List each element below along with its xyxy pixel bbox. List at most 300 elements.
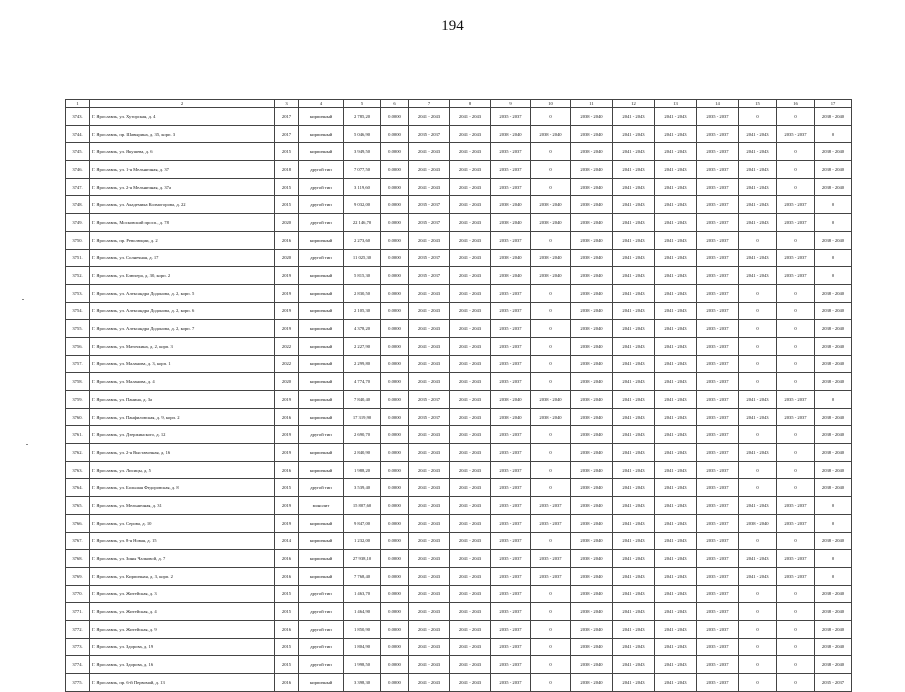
table-row — [66, 620, 852, 638]
table-cell: 0 — [531, 532, 571, 550]
address-cell: Г. Ярославль, ул. Здорова, д. 19 — [90, 638, 275, 656]
table-cell: 0 — [777, 143, 815, 161]
table-cell: 0 — [531, 231, 571, 249]
table-cell: 0 — [777, 178, 815, 196]
table-cell: 2 785,20 — [344, 108, 381, 126]
table-row — [66, 656, 852, 674]
table-cell: 2041 - 2043 — [655, 603, 697, 621]
table-cell: 2038 - 2040 — [571, 603, 613, 621]
table-cell: 2038 - 2040 — [571, 391, 613, 409]
table-cell: 2041 - 2043 — [655, 108, 697, 126]
table-cell: 2035 - 2037 — [491, 444, 531, 462]
table-cell: 2041 - 2043 — [450, 585, 491, 603]
table-cell: 2035 - 2037 — [697, 567, 739, 585]
table-cell: 2035 - 2037 — [409, 196, 450, 214]
table-cell: монолит — [299, 497, 344, 515]
table-cell: 2041 - 2043 — [613, 585, 655, 603]
table-cell: 2041 - 2043 — [409, 497, 450, 515]
table-cell: 2041 - 2043 — [613, 143, 655, 161]
table-cell: 2038 - 2040 — [571, 408, 613, 426]
table-cell: 0 — [777, 674, 815, 692]
table-cell: 1 998,50 — [344, 656, 381, 674]
table-cell: 0 — [777, 444, 815, 462]
table-cell: 2035 - 2037 — [491, 426, 531, 444]
table-cell: 2041 - 2043 — [613, 603, 655, 621]
table-cell: 15 807,60 — [344, 497, 381, 515]
row-number-cell: 3761. — [66, 426, 90, 444]
table-cell: 0 — [777, 585, 815, 603]
column-header-10: 10 — [531, 100, 571, 108]
table-cell: 2019 — [275, 444, 299, 462]
schedule-table — [65, 99, 852, 692]
row-number-cell: 3752. — [66, 267, 90, 285]
table-cell: 2041 - 2043 — [450, 231, 491, 249]
table-cell: 9 032,00 — [344, 196, 381, 214]
table-cell: 2035 - 2037 — [697, 249, 739, 267]
table-cell: 2035 - 2037 — [697, 585, 739, 603]
table-cell: 2041 - 2043 — [450, 461, 491, 479]
address-cell: Г. Ярославль, ул. Зины Чалковой, д. 7 — [90, 550, 275, 568]
table-cell: 2041 - 2043 — [450, 567, 491, 585]
table-cell: 2041 - 2043 — [450, 108, 491, 126]
table-cell: 2041 - 2043 — [409, 373, 450, 391]
table-cell: 2041 - 2043 — [613, 214, 655, 232]
table-cell: 2041 - 2043 — [613, 373, 655, 391]
row-number-cell: 3745. — [66, 143, 90, 161]
address-cell: Г. Ярославль, ул. Маточкина, д. 2, корп. 3 — [90, 337, 275, 355]
table-cell: 2 273,60 — [344, 231, 381, 249]
table-cell: 2035 - 2037 — [697, 461, 739, 479]
table-cell: другой тип — [299, 656, 344, 674]
table-cell: 2041 - 2043 — [409, 231, 450, 249]
table-cell: 0 — [531, 161, 571, 179]
table-cell: 2038 - 2040 — [571, 479, 613, 497]
table-cell: 2035 - 2037 — [697, 125, 739, 143]
table-cell: 2035 - 2037 — [697, 444, 739, 462]
address-cell: Г. Ярославль, ул. Житейская, д. 4 — [90, 603, 275, 621]
table-cell: 2041 - 2043 — [409, 108, 450, 126]
table-cell: 0 — [739, 674, 777, 692]
table-cell: 2041 - 2043 — [450, 161, 491, 179]
table-cell: 2016 — [275, 550, 299, 568]
table-cell: 2041 - 2043 — [613, 249, 655, 267]
table-cell: 2041 - 2043 — [613, 302, 655, 320]
table-cell: 2035 - 2037 — [491, 337, 531, 355]
table-cell: 2041 - 2043 — [409, 550, 450, 568]
table-cell: 2041 - 2043 — [409, 355, 450, 373]
table-cell: 0 — [739, 373, 777, 391]
table-cell: 2035 - 2037 — [409, 125, 450, 143]
table-cell: 0 — [531, 444, 571, 462]
table-cell: 2035 - 2037 — [697, 638, 739, 656]
table-cell: 2038 - 2040 — [815, 143, 852, 161]
table-cell: 2035 - 2037 — [697, 514, 739, 532]
row-number-cell: 3747. — [66, 178, 90, 196]
row-number-cell: 3767. — [66, 532, 90, 550]
table-cell: 3 539,40 — [344, 479, 381, 497]
table-cell: 2035 - 2037 — [697, 284, 739, 302]
address-cell: Г. Ярославль, ул. Солнечная, д. 17 — [90, 249, 275, 267]
table-cell: 5 815,30 — [344, 267, 381, 285]
table-cell: 2041 - 2043 — [739, 550, 777, 568]
table-cell: 2035 - 2037 — [777, 391, 815, 409]
table-cell: 0 — [815, 497, 852, 515]
table-cell: 2015 — [275, 603, 299, 621]
table-cell: 2038 - 2040 — [491, 214, 531, 232]
table-cell: 2041 - 2043 — [655, 249, 697, 267]
row-number-cell: 3766. — [66, 514, 90, 532]
table-cell: 0.0000 — [381, 231, 409, 249]
table-cell: 2041 - 2043 — [450, 656, 491, 674]
row-number-cell: 3750. — [66, 231, 90, 249]
table-cell: 2035 - 2037 — [491, 532, 531, 550]
table-cell: 2038 - 2040 — [571, 497, 613, 515]
table-cell: 2035 - 2037 — [697, 143, 739, 161]
table-cell: 2015 — [275, 479, 299, 497]
table-cell: 2041 - 2043 — [450, 143, 491, 161]
row-number-cell: 3769. — [66, 567, 90, 585]
table-cell: 0.0000 — [381, 373, 409, 391]
table-cell: 2038 - 2040 — [571, 550, 613, 568]
table-cell: 2038 - 2040 — [531, 267, 571, 285]
table-cell: 0 — [815, 249, 852, 267]
table-cell: 2035 - 2037 — [777, 196, 815, 214]
row-number-cell: 3773. — [66, 638, 90, 656]
column-header-9: 9 — [491, 100, 531, 108]
table-cell: 3 119,60 — [344, 178, 381, 196]
table-cell: 4 378,20 — [344, 320, 381, 338]
table-cell: 2038 - 2040 — [815, 408, 852, 426]
table-cell: 2041 - 2043 — [655, 143, 697, 161]
table-cell: 2035 - 2037 — [491, 514, 531, 532]
table-cell: 1 464,90 — [344, 603, 381, 621]
table-cell: 0 — [777, 320, 815, 338]
table-cell: 2015 — [275, 638, 299, 656]
table-cell: 2041 - 2043 — [450, 320, 491, 338]
table-cell: 2035 - 2037 — [491, 674, 531, 692]
table-cell: 2041 - 2043 — [450, 284, 491, 302]
table-cell: 2035 - 2037 — [491, 302, 531, 320]
table-cell: 2035 - 2037 — [777, 567, 815, 585]
table-cell: 0 — [739, 337, 777, 355]
table-cell: кирпичный — [299, 373, 344, 391]
table-cell: 2035 - 2037 — [777, 249, 815, 267]
column-header-12: 12 — [613, 100, 655, 108]
address-cell: Г. Ярославль, ул. Лисицы, д. 5 — [90, 461, 275, 479]
table-cell: 2041 - 2043 — [613, 674, 655, 692]
table-cell: 2041 - 2043 — [450, 355, 491, 373]
table-cell: 2041 - 2043 — [409, 178, 450, 196]
table-cell: 2041 - 2043 — [613, 161, 655, 179]
table-cell: 2035 - 2037 — [697, 391, 739, 409]
table-cell: кирпичный — [299, 391, 344, 409]
table-cell: 2035 - 2037 — [697, 337, 739, 355]
table-cell: 2038 - 2040 — [815, 444, 852, 462]
table-cell: 0 — [531, 355, 571, 373]
row-number-cell: 3764. — [66, 479, 90, 497]
table-cell: 0 — [739, 108, 777, 126]
margin-mark — [26, 444, 28, 445]
table-cell: 0 — [531, 373, 571, 391]
table-cell: 0 — [777, 620, 815, 638]
table-cell: кирпичный — [299, 302, 344, 320]
table-row — [66, 231, 852, 249]
table-cell: 2038 - 2040 — [815, 231, 852, 249]
table-cell: 2041 - 2043 — [613, 532, 655, 550]
table-cell: 2041 - 2043 — [655, 550, 697, 568]
table-cell: 2038 - 2040 — [531, 214, 571, 232]
table-cell: 2035 - 2037 — [409, 391, 450, 409]
table-cell: 2035 - 2037 — [409, 249, 450, 267]
table-cell: 2041 - 2043 — [739, 391, 777, 409]
table-cell: 2041 - 2043 — [655, 585, 697, 603]
table-cell: 2035 - 2037 — [531, 550, 571, 568]
table-cell: 0.0000 — [381, 408, 409, 426]
column-header-2: 2 — [90, 100, 275, 108]
table-cell: 2038 - 2040 — [815, 355, 852, 373]
table-cell: 2035 - 2037 — [697, 426, 739, 444]
address-cell: Г. Ярославль, пр. Шавырина, д. 35, корп. 3 — [90, 125, 275, 143]
table-cell: 2041 - 2043 — [613, 267, 655, 285]
table-cell: 2014 — [275, 532, 299, 550]
table-cell: 0.0000 — [381, 426, 409, 444]
table-cell: 2035 - 2037 — [777, 550, 815, 568]
table-cell: 2038 - 2040 — [571, 125, 613, 143]
table-cell: кирпичный — [299, 337, 344, 355]
table-cell: 0 — [531, 638, 571, 656]
table-cell: 2041 - 2043 — [450, 196, 491, 214]
table-cell: другой тип — [299, 479, 344, 497]
table-cell: 2038 - 2040 — [571, 355, 613, 373]
table-cell: 2035 - 2037 — [491, 656, 531, 674]
table-cell: 2016 — [275, 231, 299, 249]
table-cell: 2041 - 2043 — [655, 532, 697, 550]
table-cell: 2041 - 2043 — [450, 125, 491, 143]
table-cell: 0 — [777, 284, 815, 302]
table-cell: 0 — [531, 603, 571, 621]
table-row — [66, 302, 852, 320]
table-cell: 2038 - 2040 — [815, 638, 852, 656]
table-cell: 2041 - 2043 — [409, 302, 450, 320]
table-row — [66, 284, 852, 302]
margin-mark — [22, 299, 24, 300]
column-header-16: 16 — [777, 100, 815, 108]
table-cell: 2035 - 2037 — [815, 674, 852, 692]
table-cell: 27 938,10 — [344, 550, 381, 568]
table-cell: 2035 - 2037 — [697, 620, 739, 638]
table-cell: 2041 - 2043 — [409, 284, 450, 302]
table-cell: 2035 - 2037 — [777, 267, 815, 285]
table-cell: 2015 — [275, 585, 299, 603]
table-cell: 2022 — [275, 355, 299, 373]
table-cell: 2041 - 2043 — [409, 674, 450, 692]
table-cell: 2019 — [275, 284, 299, 302]
table-cell: 0 — [531, 108, 571, 126]
table-row — [66, 638, 852, 656]
table-cell: 2038 - 2040 — [491, 125, 531, 143]
table-cell: 2038 - 2040 — [531, 196, 571, 214]
table-cell: 2038 - 2040 — [531, 391, 571, 409]
table-row — [66, 444, 852, 462]
table-cell: 2038 - 2040 — [815, 284, 852, 302]
table-cell: 2041 - 2043 — [613, 497, 655, 515]
table-cell: 1 850,90 — [344, 620, 381, 638]
table-cell: 2015 — [275, 143, 299, 161]
table-cell: 0 — [815, 214, 852, 232]
row-number-cell: 3746. — [66, 161, 90, 179]
table-cell: 2019 — [275, 426, 299, 444]
column-header-11: 11 — [571, 100, 613, 108]
table-cell: 0.0000 — [381, 108, 409, 126]
table-cell: 2038 - 2040 — [571, 214, 613, 232]
table-cell: 0.0000 — [381, 391, 409, 409]
table-cell: 0.0000 — [381, 320, 409, 338]
table-cell: 0 — [777, 355, 815, 373]
table-cell: 22 146,70 — [344, 214, 381, 232]
table-cell: 2038 - 2040 — [571, 231, 613, 249]
table-cell: 0 — [815, 267, 852, 285]
table-cell: 2035 - 2037 — [409, 267, 450, 285]
table-row — [66, 603, 852, 621]
address-cell: Г. Ярославль, ул. Здорова, д. 16 — [90, 656, 275, 674]
table-cell: 2041 - 2043 — [613, 391, 655, 409]
table-cell: 2041 - 2043 — [613, 125, 655, 143]
table-row — [66, 320, 852, 338]
table-cell: 2038 - 2040 — [531, 408, 571, 426]
table-cell: 0 — [777, 302, 815, 320]
address-cell: Г. Ярославль, ул. 2-я Выставочная, д. 16 — [90, 444, 275, 462]
table-cell: 2038 - 2040 — [571, 567, 613, 585]
table-cell: 0 — [815, 125, 852, 143]
table-cell: 2041 - 2043 — [450, 373, 491, 391]
table-row — [66, 585, 852, 603]
table-row — [66, 532, 852, 550]
address-cell: Г. Ярославль, ул. Маланова, д. 4 — [90, 373, 275, 391]
table-cell: 0 — [531, 426, 571, 444]
table-cell: 2016 — [275, 620, 299, 638]
table-cell: 2041 - 2043 — [655, 161, 697, 179]
address-cell: Г. Ярославль, ул. Академика Колмогорова, д. 22 — [90, 196, 275, 214]
table-cell: 2041 - 2043 — [409, 461, 450, 479]
table-cell: кирпичный — [299, 550, 344, 568]
table-cell: другой тип — [299, 620, 344, 638]
table-cell: 2038 - 2040 — [571, 196, 613, 214]
table-cell: 2041 - 2043 — [655, 461, 697, 479]
table-cell: 2035 - 2037 — [491, 479, 531, 497]
table-cell: 7 768,40 — [344, 567, 381, 585]
table-cell: кирпичный — [299, 444, 344, 462]
table-cell: 2041 - 2043 — [739, 567, 777, 585]
schedule-table-container — [65, 99, 851, 692]
table-cell: 2038 - 2040 — [739, 514, 777, 532]
table-row — [66, 249, 852, 267]
table-cell: 0 — [815, 567, 852, 585]
table-cell: 2041 - 2043 — [450, 444, 491, 462]
table-cell: 0 — [815, 550, 852, 568]
table-cell: 0.0000 — [381, 302, 409, 320]
table-cell: 2035 - 2037 — [697, 161, 739, 179]
table-cell: 2041 - 2043 — [739, 125, 777, 143]
table-cell: 2041 - 2043 — [655, 638, 697, 656]
column-header-4: 4 — [299, 100, 344, 108]
table-cell: кирпичный — [299, 355, 344, 373]
table-cell: 2041 - 2043 — [613, 320, 655, 338]
table-cell: кирпичный — [299, 461, 344, 479]
table-cell: 2041 - 2043 — [409, 603, 450, 621]
table-cell: 0.0000 — [381, 444, 409, 462]
table-cell: 2041 - 2043 — [450, 674, 491, 692]
table-cell: 2022 — [275, 337, 299, 355]
table-cell: 2038 - 2040 — [815, 108, 852, 126]
column-header-6: 6 — [381, 100, 409, 108]
table-cell: 0.0000 — [381, 567, 409, 585]
table-cell: кирпичный — [299, 532, 344, 550]
table-cell: 2041 - 2043 — [655, 355, 697, 373]
table-cell: 2041 - 2043 — [655, 284, 697, 302]
table-cell: 2041 - 2043 — [739, 408, 777, 426]
table-cell: 0 — [531, 585, 571, 603]
table-cell: 0 — [739, 284, 777, 302]
row-number-cell: 3756. — [66, 337, 90, 355]
table-cell: 2038 - 2040 — [571, 638, 613, 656]
table-cell: 2041 - 2043 — [613, 108, 655, 126]
table-cell: 2041 - 2043 — [450, 532, 491, 550]
table-cell: 0.0000 — [381, 284, 409, 302]
table-cell: 0 — [739, 585, 777, 603]
table-cell: 0 — [815, 391, 852, 409]
column-header-3: 3 — [275, 100, 299, 108]
table-cell: 2 105,30 — [344, 302, 381, 320]
table-cell: 0.0000 — [381, 620, 409, 638]
table-cell: 2 227,90 — [344, 337, 381, 355]
address-cell: Г. Ярославль, ул. 2-я Мельничная, д. 37а — [90, 178, 275, 196]
table-cell: другой тип — [299, 161, 344, 179]
table-cell: 2035 - 2037 — [531, 497, 571, 515]
table-cell: кирпичный — [299, 408, 344, 426]
table-cell: другой тип — [299, 638, 344, 656]
row-number-cell: 3749. — [66, 214, 90, 232]
table-row — [66, 408, 852, 426]
address-cell: Г. Ярославль, ул. Маланова, д. 3, корп. 1 — [90, 355, 275, 373]
table-cell: 2038 - 2040 — [571, 178, 613, 196]
header-row — [66, 100, 852, 108]
table-cell: 2035 - 2037 — [491, 603, 531, 621]
table-cell: 2041 - 2043 — [655, 337, 697, 355]
table-cell: 2041 - 2043 — [613, 444, 655, 462]
table-cell: 2018 — [275, 161, 299, 179]
table-cell: 2035 - 2037 — [697, 231, 739, 249]
table-cell: 2041 - 2043 — [655, 320, 697, 338]
row-number-cell: 3744. — [66, 125, 90, 143]
row-number-cell: 3768. — [66, 550, 90, 568]
column-header-13: 13 — [655, 100, 697, 108]
column-header-14: 14 — [697, 100, 739, 108]
table-cell: 2041 - 2043 — [450, 638, 491, 656]
row-number-cell: 3743. — [66, 108, 90, 126]
table-cell: 2038 - 2040 — [815, 302, 852, 320]
table-body — [66, 108, 852, 692]
table-cell: 2041 - 2043 — [450, 214, 491, 232]
address-cell: Г. Ярославль, ул. 1-я Мельничная, д. 37 — [90, 161, 275, 179]
table-cell: 2038 - 2040 — [491, 391, 531, 409]
table-cell: 2038 - 2040 — [815, 426, 852, 444]
table-cell: 2038 - 2040 — [571, 461, 613, 479]
table-cell: 2041 - 2043 — [613, 514, 655, 532]
address-cell: Г. Ярославль, ул. Александра Додонова, д. 2, корп. 6 — [90, 302, 275, 320]
row-number-cell: 3762. — [66, 444, 90, 462]
table-cell: 2041 - 2043 — [450, 497, 491, 515]
row-number-cell: 3774. — [66, 656, 90, 674]
